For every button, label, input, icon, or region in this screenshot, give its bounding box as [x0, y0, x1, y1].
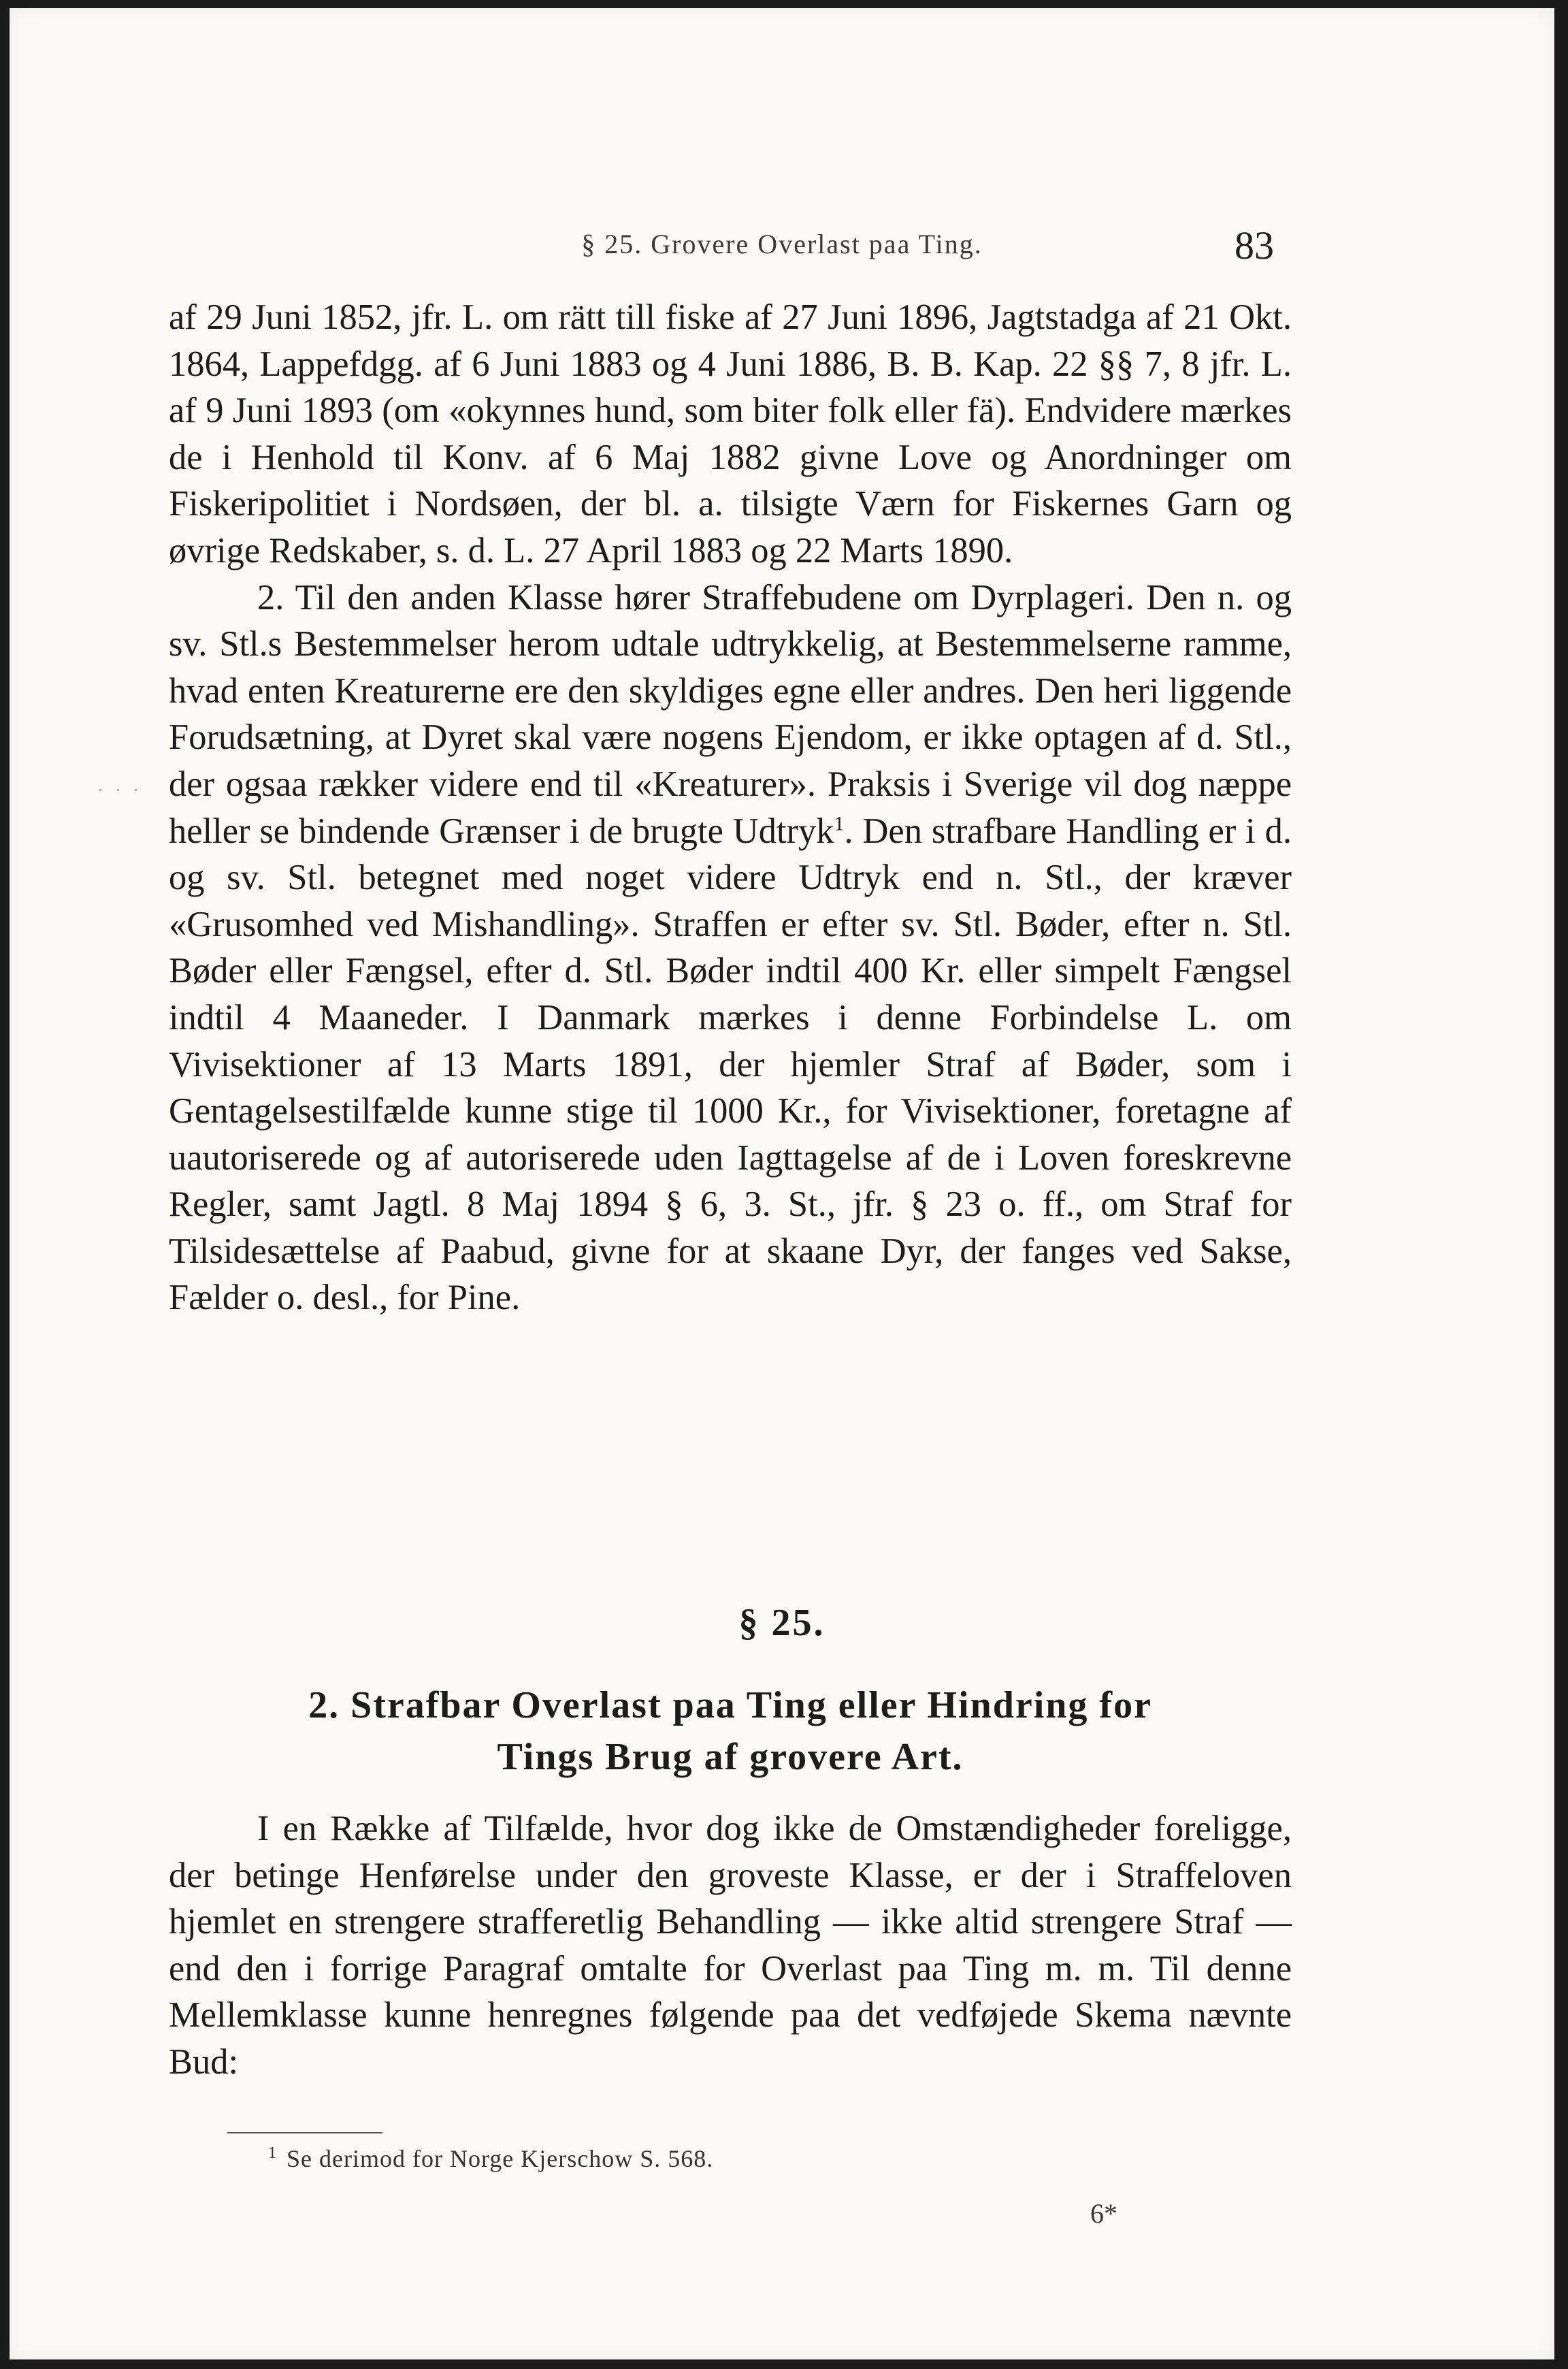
margin-mark: . . . — [98, 775, 142, 796]
footnote-reference-period: . — [844, 811, 853, 851]
running-title: § 25. Grovere Overlast paa Ting. — [581, 229, 983, 259]
footnote-reference: 1 — [834, 812, 845, 835]
section-heading-line-2: Tings Brug af grovere Art. — [497, 1736, 964, 1778]
section-heading — [169, 1679, 1292, 1783]
running-head — [10, 216, 1554, 270]
paragraph-dyrplageri — [169, 575, 1292, 1322]
paragraph-dyrplageri-text: 2. Til den anden Klasse hører Straffebudene om Dyrplageri. Den n. og sv. Stl.s Bestemmelser herom udtale udtrykkelig, at Bestemmelserne ramme, hvad enten Kreaturerne ere den skyldiges egne eller andres. Den heri liggende Forudsætning, at Dyret skal være nogens Ejendom, er ikke optagen af d. Stl., der ogsaa rækker videre end til «Kreaturer». Praksis i Sverige vil dog næppe heller se bindende Grænser i de brugte Udtryk — [169, 577, 1292, 851]
paragraph-continuation: af 29 Juni 1852, jfr. L. om rätt till fiske af 27 Juni 1896, Jagtstadga af 21 Okt. 1864, Lappefdgg. af 6 Juni 1883 og 4 Juni 1886, B. B. Kap. 22 §§ 7, 8 jfr. L. af 9 Juni 1893 (om «okynnes hund, som biter folk eller fä). Endvidere mærkes de i Henhold til Konv. af 6 Maj 1882 givne Love og Anordninger om Fiskeripolitiet i Nordsøen, der bl. a. tilsigte Værn for Fiskernes Garn og øvrige Redskaber, s. d. L. 27 April 1883 og 22 Marts 1890. — [169, 297, 1292, 570]
book-page — [10, 8, 1554, 2359]
footnote-text: Se derimod for Norge Kjerschow S. 568. — [287, 2145, 714, 2172]
footnote — [268, 2144, 713, 2173]
body-text-bottom — [169, 1805, 1292, 2086]
printer-signature: 6* — [1090, 2198, 1117, 2229]
page-number: 83 — [1235, 223, 1274, 268]
paragraph-intro: I en Række af Tilfælde, hvor dog ikke de Omstændigheder foreligge, der betinge Henførelse under den groveste Klasse, er der i Straffeloven hjemlet en strengere strafferetlig Behandling — ikke altid strengere Straf — end den i forrige Paragraf omtalte for Overlast paa Ting m. m. Til denne Mellemklasse kunne henregnes følgende paa det vedføjede Skema nævnte Bud: — [169, 1809, 1292, 2082]
section-heading-line-1: 2. Strafbar Overlast paa Ting eller Hindring for — [308, 1684, 1152, 1726]
section-number: § 25. — [738, 1602, 826, 1644]
footnote-divider — [227, 2132, 382, 2133]
paragraph-strafbare-handling: Den strafbare Handling er i d. og sv. Stl. betegnet med noget videre Udtryk end n. Stl., der kræver «Grusomhed ved Mishandling». Straffen er efter sv. Stl. Bøder, efter n. Stl. Bøder eller Fængsel, efter d. Stl. Bøder indtil 400 Kr. eller simpelt Fængsel indtil 4 Maaneder. I Danmark mærkes i denne Forbindelse L. om Vivisektioner af 13 Marts 1891, der hjemler Straf af Bøder, som i Gentagelsestilfælde kunne stige til 1000 Kr., for Vivisektioner, foretagne af uautoriserede og af autoriserede uden Iagttagelse af de i Loven foreskrevne Regler, samt Jagtl. 8 Maj 1894 § 6, 3. St., jfr. § 23 o. ff., om Straf for Tilsidesættelse af Paabud, givne for at skaane Dyr, der fanges ved Sakse, Fælder o. desl., for Pine. — [169, 811, 1292, 1318]
footnote-number: 1 — [268, 2144, 277, 2162]
body-text-top — [169, 294, 1292, 1321]
